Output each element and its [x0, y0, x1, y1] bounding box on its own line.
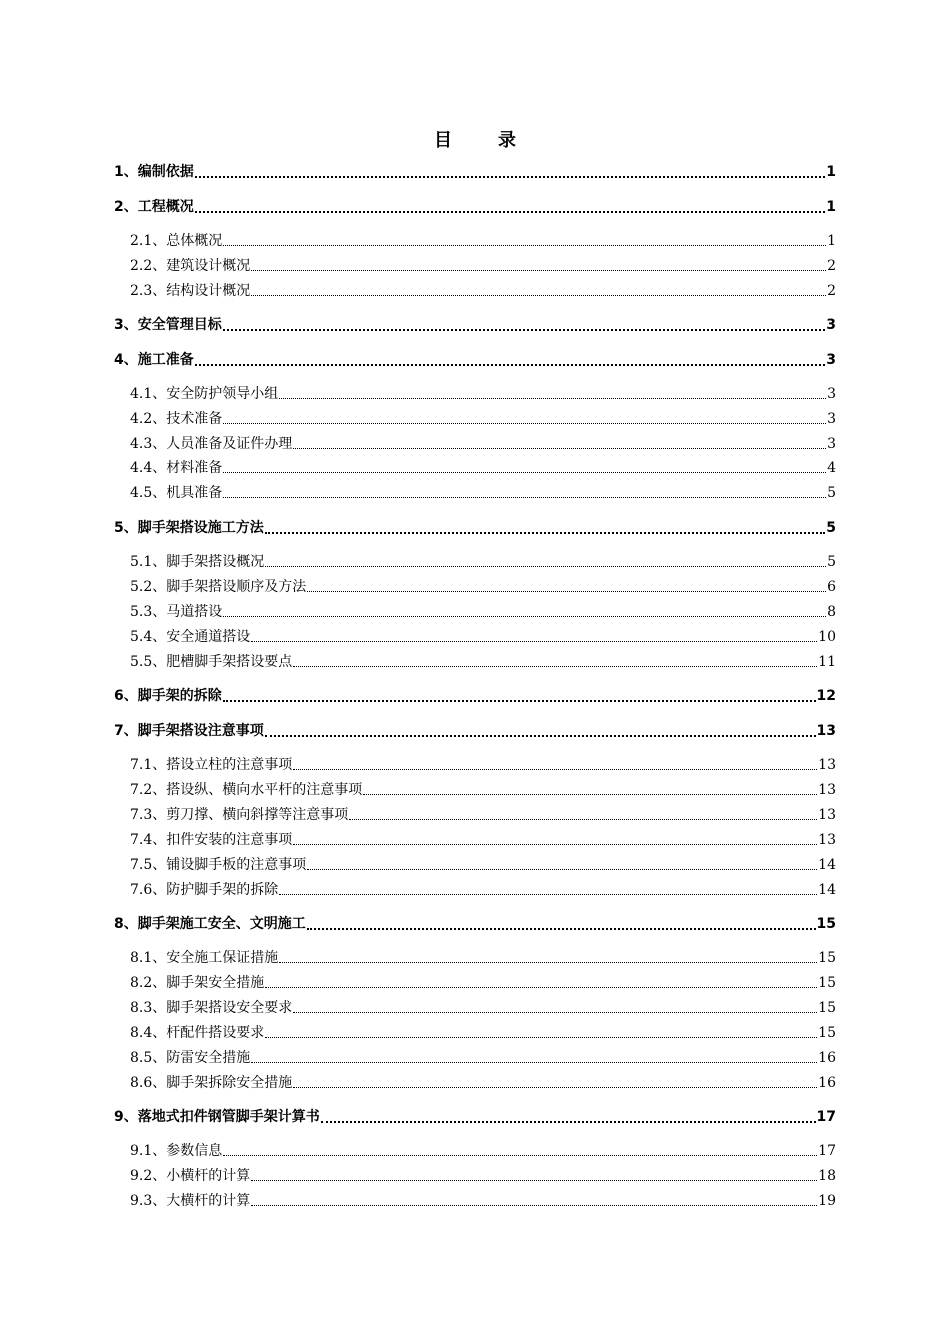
toc-entry-label: 9.1、参数信息: [130, 1143, 223, 1159]
toc-section-entry[interactable]: [130, 458, 836, 478]
toc-section-entry[interactable]: [130, 1048, 836, 1068]
toc-dot-leader: [251, 256, 826, 276]
toc-page-number: 17: [818, 1143, 836, 1159]
toc-page-number: 8: [827, 604, 836, 620]
toc-entry-label: 7.6、防护脚手架的拆除: [130, 882, 279, 898]
toc-entry-label: 7、脚手架搭设注意事项: [114, 723, 264, 739]
toc-dot-leader: [307, 577, 826, 597]
toc-dot-leader: [223, 409, 826, 429]
toc-section-entry[interactable]: [130, 855, 836, 875]
toc-entry-label: 1、编制依据: [114, 164, 194, 180]
toc-dot-leader: [195, 197, 826, 217]
toc-dot-leader: [265, 518, 826, 538]
toc-entry-label: 8.1、安全施工保证措施: [130, 950, 279, 966]
toc-dot-leader: [279, 384, 826, 404]
toc-dot-leader: [195, 350, 826, 370]
toc-page-number: 3: [827, 436, 836, 452]
toc-section-entry[interactable]: [130, 1023, 836, 1043]
toc-entry-label: 2.1、总体概况: [130, 233, 223, 249]
toc-dot-leader: [293, 830, 817, 850]
toc-section-entry[interactable]: [130, 880, 836, 900]
toc-entry-label: 7.3、剪刀撑、横向斜撑等注意事项: [130, 807, 349, 823]
toc-dot-leader: [307, 855, 817, 875]
toc-dot-leader: [293, 998, 817, 1018]
toc-section-entry[interactable]: [130, 231, 836, 251]
toc-section-entry[interactable]: [130, 602, 836, 622]
toc-dot-leader: [251, 1166, 817, 1186]
toc-entry-label: 4、施工准备: [114, 352, 194, 368]
toc-section-entry[interactable]: [130, 577, 836, 597]
toc-entry-label: 8.5、防雷安全措施: [130, 1050, 251, 1066]
toc-entry-label: 4.1、安全防护领导小组: [130, 386, 279, 402]
toc-section-entry[interactable]: [130, 1141, 836, 1161]
toc-chapter-entry[interactable]: [114, 914, 836, 934]
toc-page-number: 6: [827, 579, 836, 595]
toc-entry-label: 4.3、人员准备及证件办理: [130, 436, 293, 452]
toc-section-entry[interactable]: [130, 652, 836, 672]
toc-dot-leader: [321, 1107, 816, 1127]
toc-page-number: 19: [818, 1193, 836, 1209]
toc-dot-leader: [293, 1073, 817, 1093]
toc-section-entry[interactable]: [130, 384, 836, 404]
toc-page-number: 4: [827, 460, 836, 476]
toc-section-entry[interactable]: [130, 281, 836, 301]
toc-section-entry[interactable]: [130, 552, 836, 572]
toc-section-entry[interactable]: [130, 627, 836, 647]
toc-dot-leader: [223, 602, 826, 622]
toc-entry-label: 6、脚手架的拆除: [114, 688, 222, 704]
toc-dot-leader: [293, 755, 817, 775]
toc-entry-label: 5、脚手架搭设施工方法: [114, 520, 264, 536]
toc-chapter-entry[interactable]: [114, 1107, 836, 1127]
toc-dot-leader: [251, 1048, 817, 1068]
toc-entry-label: 5.5、肥槽脚手架搭设要点: [130, 654, 293, 670]
toc-page-number: 13: [818, 807, 836, 823]
toc-page-number: 10: [818, 629, 836, 645]
toc-page-number: 15: [818, 975, 836, 991]
toc-page-number: 13: [818, 782, 836, 798]
toc-entry-label: 9、落地式扣件钢管脚手架计算书: [114, 1109, 320, 1125]
toc-page-number: 1: [827, 233, 836, 249]
toc-section-entry[interactable]: [130, 805, 836, 825]
toc-dot-leader: [265, 552, 826, 572]
toc-entry-label: 7.2、搭设纵、横向水平杆的注意事项: [130, 782, 363, 798]
toc-page-number: 16: [818, 1075, 836, 1091]
toc-entry-label: 9.3、大横杆的计算: [130, 1193, 251, 1209]
toc-entry-label: 7.5、铺设脚手板的注意事项: [130, 857, 307, 873]
toc-dot-leader: [223, 1141, 817, 1161]
toc-page-number: 3: [827, 386, 836, 402]
toc-dot-leader: [195, 162, 826, 182]
toc-entry-label: 8.6、脚手架拆除安全措施: [130, 1075, 293, 1091]
toc-page-number: 16: [818, 1050, 836, 1066]
toc-chapter-entry[interactable]: [114, 315, 836, 335]
toc-chapter-entry[interactable]: [114, 162, 836, 182]
toc-page-number: 3: [826, 352, 836, 368]
toc-dot-leader: [307, 914, 816, 934]
toc-entry-label: 2.2、建筑设计概况: [130, 258, 251, 274]
toc-entry-label: 8.2、脚手架安全措施: [130, 975, 265, 991]
toc-entry-label: 4.4、材料准备: [130, 460, 223, 476]
toc-chapter-entry[interactable]: [114, 197, 836, 217]
toc-page-number: 15: [816, 916, 836, 932]
toc-page-number: 13: [818, 757, 836, 773]
toc-dot-leader: [251, 281, 826, 301]
toc-section-entry[interactable]: [130, 998, 836, 1018]
toc-page-number: 1: [826, 164, 836, 180]
toc-dot-leader: [223, 483, 826, 503]
toc-entry-label: 8.3、脚手架搭设安全要求: [130, 1000, 293, 1016]
toc-page-number: 2: [827, 258, 836, 274]
toc-entry-label: 8.4、杆配件搭设要求: [130, 1025, 265, 1041]
toc-entry-label: 3、安全管理目标: [114, 317, 222, 333]
toc-page-number: 1: [826, 199, 836, 215]
toc-dot-leader: [279, 948, 817, 968]
toc-section-entry[interactable]: [130, 830, 836, 850]
toc-section-entry[interactable]: [130, 1191, 836, 1211]
toc-entry-label: 5.1、脚手架搭设概况: [130, 554, 265, 570]
toc-entry-label: 5.2、脚手架搭设顺序及方法: [130, 579, 307, 595]
toc-section-entry[interactable]: [130, 483, 836, 503]
toc-dot-leader: [223, 315, 826, 335]
toc-page-number: 2: [827, 283, 836, 299]
toc-title: 目 录: [434, 130, 530, 151]
toc-section-entry[interactable]: [130, 755, 836, 775]
toc-dot-leader: [363, 780, 817, 800]
toc-dot-leader: [279, 880, 817, 900]
toc-dot-leader: [349, 805, 817, 825]
toc-dot-leader: [223, 231, 826, 251]
toc-section-entry[interactable]: [130, 1073, 836, 1093]
toc-entry-label: 9.2、小横杆的计算: [130, 1168, 251, 1184]
toc-page-number: 11: [818, 654, 836, 670]
toc-page-number: 18: [818, 1168, 836, 1184]
toc-dot-leader: [265, 721, 816, 741]
toc-dot-leader: [223, 686, 816, 706]
toc-entry-label: 2.3、结构设计概况: [130, 283, 251, 299]
toc-chapter-entry[interactable]: [114, 518, 836, 538]
toc-dot-leader: [265, 1023, 817, 1043]
toc-page-number: 14: [818, 857, 836, 873]
toc-page-number: 17: [816, 1109, 836, 1125]
toc-section-entry[interactable]: [130, 434, 836, 454]
toc-page-number: 5: [827, 485, 836, 501]
toc-dot-leader: [265, 973, 817, 993]
toc-chapter-entry[interactable]: [114, 686, 836, 706]
toc-page-number: 14: [818, 882, 836, 898]
toc-entry-label: 5.3、马道搭设: [130, 604, 223, 620]
toc-entry-label: 7.4、扣件安装的注意事项: [130, 832, 293, 848]
toc-section-entry[interactable]: [130, 1166, 836, 1186]
toc-entry-label: 7.1、搭设立柱的注意事项: [130, 757, 293, 773]
toc-chapter-entry[interactable]: [114, 721, 836, 741]
toc-entry-label: 5.4、安全通道搭设: [130, 629, 251, 645]
toc-section-entry[interactable]: [130, 948, 836, 968]
toc-entry-label: 4.2、技术准备: [130, 411, 223, 427]
toc-section-entry[interactable]: [130, 409, 836, 429]
toc-dot-leader: [223, 458, 826, 478]
toc-chapter-entry[interactable]: [114, 350, 836, 370]
toc-page-number: 15: [818, 1025, 836, 1041]
toc-page-number: 3: [826, 317, 836, 333]
toc-dot-leader: [293, 652, 817, 672]
toc-dot-leader: [293, 434, 826, 454]
toc-page-number: 12: [816, 688, 836, 704]
toc-entry-label: 4.5、机具准备: [130, 485, 223, 501]
toc-page-number: 3: [827, 411, 836, 427]
toc-page-number: 13: [816, 723, 836, 739]
toc-section-entry[interactable]: [130, 256, 836, 276]
toc-dot-leader: [251, 627, 817, 647]
toc-entry-label: 2、工程概况: [114, 199, 194, 215]
toc-page-number: 5: [827, 554, 836, 570]
toc-section-entry[interactable]: [130, 973, 836, 993]
toc-dot-leader: [251, 1191, 817, 1211]
toc-entry-label: 8、脚手架施工安全、文明施工: [114, 916, 306, 932]
toc-page-number: 15: [818, 950, 836, 966]
toc-page-number: 13: [818, 832, 836, 848]
toc-page-number: 15: [818, 1000, 836, 1016]
toc-page-number: 5: [826, 520, 836, 536]
toc-section-entry[interactable]: [130, 780, 836, 800]
